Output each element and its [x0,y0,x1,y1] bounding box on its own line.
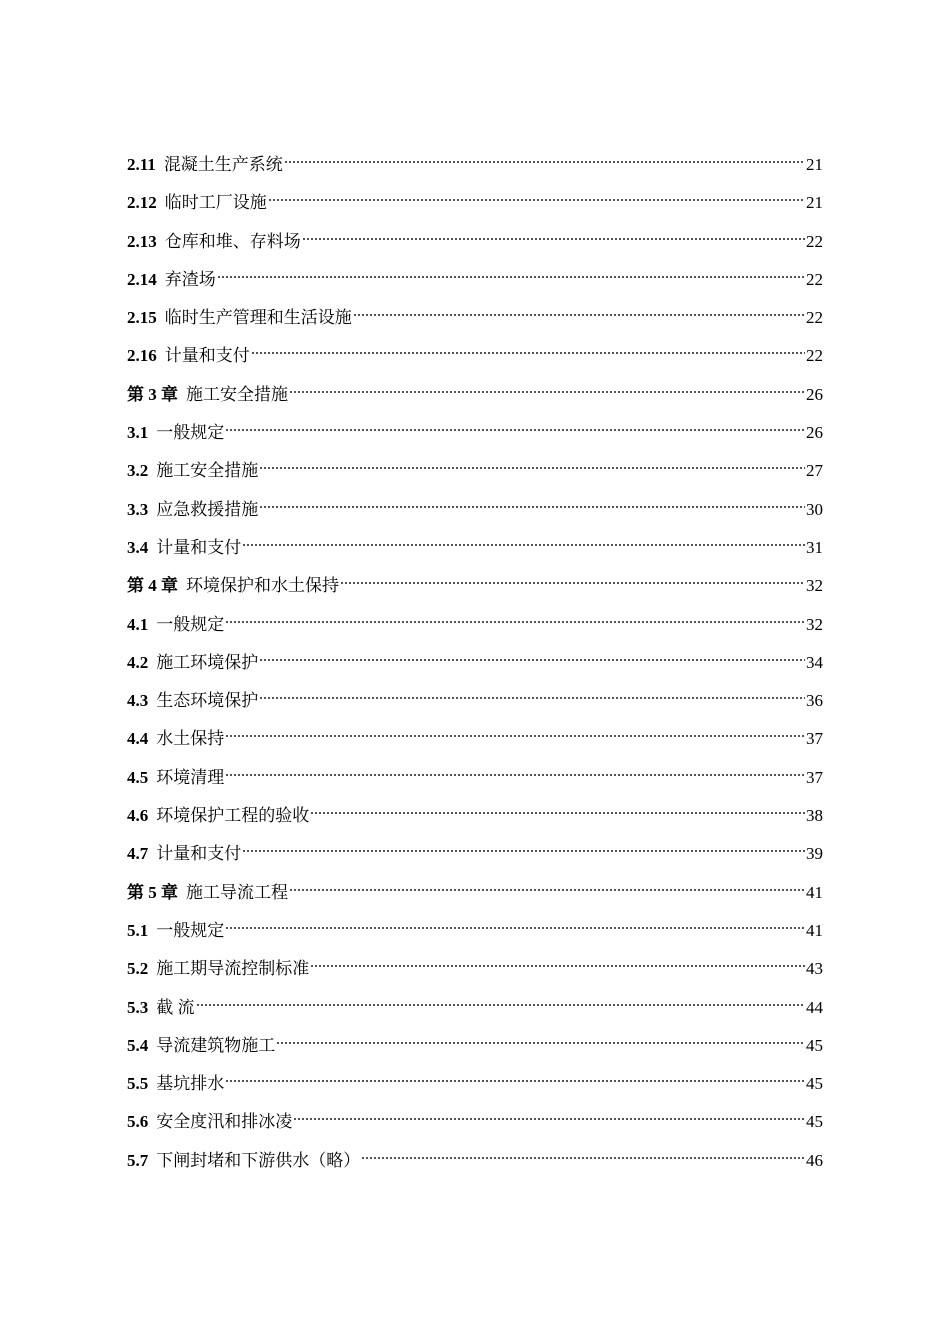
toc-entry-title: 一般规定 [156,423,225,443]
toc-entry[interactable] [127,1142,823,1180]
toc-entry[interactable] [127,682,823,720]
dot-leader [268,196,805,204]
dot-leader [310,809,805,817]
dot-leader [225,1077,805,1085]
toc-entry-number: 2.12 [127,193,157,213]
toc-entry-page: 39 [806,844,823,864]
toc-entry[interactable] [127,452,823,490]
dot-leader [225,924,805,932]
toc-entry-page: 36 [806,691,823,711]
toc-chapter-entry[interactable] [127,376,823,414]
toc-entry-page: 45 [806,1035,823,1055]
toc-entry-title: 计量和支付 [156,537,242,557]
toc-chapter-entry[interactable] [127,567,823,605]
toc-entry-title: 施工导流工程 [186,882,288,902]
toc-entry[interactable] [127,797,823,835]
toc-entry-page: 46 [806,1150,823,1170]
toc-entry-page: 32 [806,576,823,596]
toc-entry-title: 环境清理 [156,767,225,787]
toc-entry-page: 41 [806,920,823,940]
dot-leader [225,771,805,779]
toc-entry-title: 施工环境保护 [156,652,259,672]
dot-leader [251,349,805,357]
toc-entry[interactable] [127,759,823,797]
dot-leader [276,1039,805,1047]
toc-entry-number: 3.2 [127,461,149,481]
toc-entry-title: 水土保持 [156,729,225,749]
toc-entry-page: 30 [806,499,823,519]
dot-leader [259,656,805,664]
toc-entry-page: 41 [806,882,823,902]
toc-entry-title: 一般规定 [156,920,225,940]
toc-entry-title: 施工安全措施 [186,384,288,404]
toc-entry-title: 应急救援措施 [156,499,259,519]
toc-entry[interactable] [127,529,823,567]
toc-entry-title: 施工期导流控制标准 [156,959,310,979]
toc-entry-number: 4.4 [127,729,149,749]
dot-leader [217,273,805,281]
toc-entry[interactable] [127,1027,823,1065]
toc-entry-number: 2.15 [127,308,157,328]
toc-chapter-entry[interactable] [127,874,823,912]
dot-leader [289,388,805,396]
toc-entry-number: 3.1 [127,423,149,443]
toc-entry[interactable] [127,1103,823,1141]
toc-entry-number: 第 3 章 [127,384,178,404]
dot-leader [242,847,805,855]
toc-entry[interactable] [127,261,823,299]
toc-entry-number: 3.3 [127,499,149,519]
toc-entry-number: 2.14 [127,269,157,289]
dot-leader [259,503,805,511]
dot-leader [302,235,805,243]
toc-entry[interactable] [127,337,823,375]
toc-entry-page: 26 [806,384,823,404]
toc-entry-title: 弃渣场 [164,269,216,289]
toc-entry-number: 5.1 [127,920,149,940]
dot-leader [361,1154,805,1162]
toc-entry-number: 5.6 [127,1112,149,1132]
toc-entry-page: 22 [806,231,823,251]
toc-entry-page: 27 [806,461,823,481]
toc-entry-number: 4.5 [127,767,149,787]
toc-entry-number: 5.7 [127,1150,149,1170]
toc-entry-title: 一般规定 [156,614,225,634]
toc-entry-title: 计量和支付 [164,346,250,366]
toc-entry[interactable] [127,414,823,452]
toc-entry-page: 21 [806,193,823,213]
toc-entry[interactable] [127,720,823,758]
toc-entry-page: 22 [806,346,823,366]
toc-entry-page: 26 [806,423,823,443]
toc-entry[interactable] [127,1065,823,1103]
toc-entry-number: 5.3 [127,997,149,1017]
toc-entry-number: 4.2 [127,652,149,672]
toc-entry-title: 计量和支付 [156,844,242,864]
toc-entry-page: 32 [806,614,823,634]
toc-entry-number: 5.4 [127,1035,149,1055]
toc-entry-number: 2.13 [127,231,157,251]
toc-entry[interactable] [127,491,823,529]
toc-entry-page: 22 [806,269,823,289]
toc-entry-title: 安全度汛和排冰凌 [156,1112,293,1132]
toc-entry-number: 4.1 [127,614,149,634]
dot-leader [353,311,805,319]
toc-entry-page: 45 [806,1112,823,1132]
toc-entry-page: 43 [806,959,823,979]
toc-entry-title: 临时生产管理和生活设施 [164,308,352,328]
toc-entry-page: 37 [806,767,823,787]
toc-entry-title: 施工安全措施 [156,461,259,481]
toc-entry-number: 2.16 [127,346,157,366]
toc-entry-page: 37 [806,729,823,749]
toc-entry-title: 生态环境保护 [156,691,259,711]
toc-entry-number: 5.5 [127,1074,149,1094]
dot-leader [284,158,805,166]
dot-leader [225,618,805,626]
toc-entry[interactable] [127,299,823,337]
toc-entry-title: 临时工厂设施 [164,193,267,213]
toc-entry-title: 基坑排水 [156,1074,225,1094]
toc-entry[interactable] [127,835,823,873]
toc-entry-title: 导流建筑物施工 [156,1035,276,1055]
toc-entry-title: 混凝土生产系统 [163,155,283,174]
dot-leader [242,541,805,549]
toc-entry-page: 34 [806,652,823,672]
toc-entry-page: 44 [806,997,823,1017]
toc-entry-number: 第 5 章 [127,882,178,902]
toc-entry-page: 31 [806,537,823,557]
toc-entry-number: 3.4 [127,537,149,557]
toc-entry-page: 45 [806,1074,823,1094]
toc-entry-title: 下闸封堵和下游供水（略） [156,1150,361,1170]
toc-entry[interactable] [127,606,823,644]
toc-entry-page: 21 [806,155,823,174]
toc-entry-number: 4.3 [127,691,149,711]
toc-entry-title: 截 流 [156,997,195,1017]
toc-entry[interactable] [127,989,823,1027]
toc-entry-number: 5.2 [127,959,149,979]
dot-leader [225,732,805,740]
toc-entry-title: 仓库和堆、存料场 [164,231,301,251]
toc-entry-number: 4.6 [127,806,149,826]
toc-entry-number: 4.7 [127,844,149,864]
dot-leader [259,464,805,472]
toc-entry[interactable] [127,644,823,682]
dot-leader [340,579,805,587]
toc-entry-page: 22 [806,308,823,328]
dot-leader [259,694,805,702]
dot-leader [310,962,805,970]
toc-entry-title: 环境保护和水土保持 [186,576,339,596]
toc-entry-number: 2.11 [127,155,156,174]
toc-entry[interactable] [127,223,823,261]
dot-leader [293,1115,805,1123]
dot-leader [225,426,805,434]
toc-entry[interactable] [127,184,823,222]
toc-entry-number: 第 4 章 [127,576,178,596]
toc-entry-page: 38 [806,806,823,826]
toc-entry[interactable] [127,146,823,184]
toc-entry[interactable] [127,912,823,950]
dot-leader [289,886,805,894]
toc-entry[interactable] [127,950,823,988]
table-of-contents [127,146,823,1180]
dot-leader [196,1001,806,1009]
toc-entry-title: 环境保护工程的验收 [156,806,310,826]
